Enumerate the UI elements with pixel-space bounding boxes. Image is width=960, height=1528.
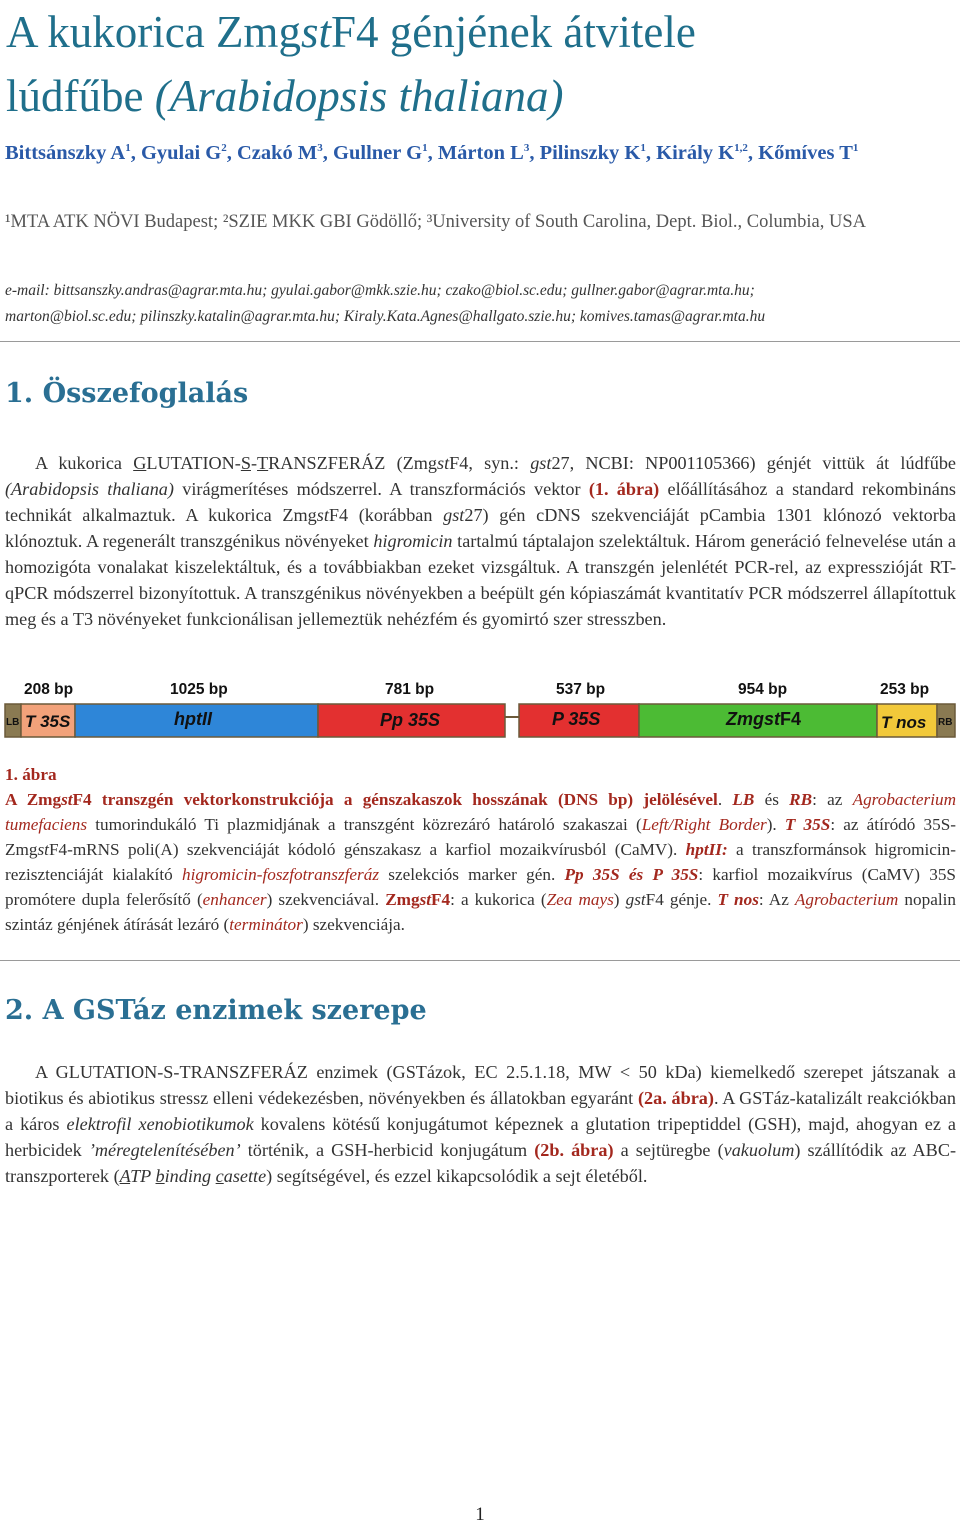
affiliation-marker: 2 [221, 142, 227, 155]
rb-label: RB [938, 717, 953, 728]
size-label-hptii: 1025 bp [170, 681, 228, 698]
hptii-label: hptII [174, 709, 212, 729]
affiliation-marker: 1 [852, 142, 859, 155]
size-label-p35s: 537 bp [556, 681, 606, 698]
tnos-label: T nos [881, 713, 927, 732]
figure-ref-2a[interactable]: (2a. ábra) [637, 1088, 714, 1108]
author-name: Kőmíves $T^1$ [758, 142, 859, 164]
author-name: Pilinszky $K^1$ [539, 142, 646, 164]
summary-paragraph: A kukorica GLUTATION-S-TRANSZFERÁZ (ZmgstF4, syn.: gst27, NCBI: NP001105366) génjét vittük át lúdfűbe (Arabidopsis thaliana) virágmerítéses módszerrel. A transzformációs vektor (1. ábra) előállításához a standard rekombináns technikát alkalmaztuk. A kukorica ZmgstF4 (korábban gst27) gén cDNS szekvenciáját pCambia 1301 klónozó vektorba klónoztuk. A regenerált transzgénikus növényeket higromicin tartalmú táptalajon szelektáltuk. Három generáció felnevelése után a homozigóta vonalakat kiszelektáltuk, és a továbbiakban ezeket vizsgáltuk. A transzgén jelenlétét PCR-rel, az expresszióját RT-qPCR módszerrel bizonyítottuk. A transzgénikus növényekben a beépült gén kópiaszámát kvantitatív PCR módszerrel állapítottuk meg és a T3 növényeket funkcionálisan jellemeztük nehézfém és gyomirtó szer stresszben. [5, 453, 956, 629]
size-label-pp35s: 781 bp [385, 681, 435, 698]
size-label-tnos: 253 bp [880, 681, 930, 698]
author-name: Márton $L^3$ [437, 142, 530, 164]
email-list [5, 278, 955, 330]
lb-label: LB [6, 717, 20, 728]
zmgstf4-label: ZmgstF4 [726, 709, 802, 729]
section-heading-summary: 1. Összefoglalás [5, 378, 249, 409]
author-name: Bittsánszky $A^1$ [5, 142, 131, 164]
figure-label: 1. ábra [5, 765, 57, 784]
p35s-label: P 35S [552, 709, 601, 729]
email-line-2: marton@biol.sc.edu; pilinszky.katalin@agrar.mta.hu; Kiraly.Kata.Agnes@hallgato.szie.hu; komives.tamas@agrar.mta.hu [5, 308, 766, 325]
paper-title: A kukorica ZmgstF4 génjének átvitele lúdfűbe (Arabidopsis thaliana) [6, 7, 696, 121]
size-label-t35s: 208 bp [24, 681, 74, 698]
affiliation-marker: 1,2 [734, 142, 748, 155]
page-number: 1 [475, 1504, 485, 1525]
vector-construct-figure [0, 676, 960, 748]
figure-caption: 1. ábra A ZmgstF4 transzgén vektorkonstrukciója a génszakaszok hosszának (DNS bp) jelölésével. LB és RB: az Agrobacterium tumefaciens tumorindukáló Ti plazmidjának a transzgént közrezáró határoló szakaszai (Left/Right Border). T 35S: az átíródó 35S-ZmgstF4-mRNS poli(A) szekvenciáját kódoló génszakasz a karfiol mozaikvírusból (CaMV). hptII: a transzformánsok higromicin-rezisztenciáját kialakító higromicin-foszfotranszferáz szelekciós marker gén. Pp 35S és P 35S: karfiol mozaikvírus (CaMV) 35S promótere dupla felerősítő (enhancer) szekvenciával. ZmgstF4: a kukorica (Zea mays) gstF4 génje. T nos: Az Agrobacterium nopalin szintáz génjének átírását lezáró (terminátor) szekvenciája. [5, 765, 957, 934]
affiliation-marker: 1 [422, 142, 428, 155]
author-name: Király K$^{1,2}$ [656, 142, 748, 164]
affiliation-marker: 1 [640, 142, 646, 155]
section-heading-gst-role: 2. A GSTáz enzimek szerepe [5, 995, 427, 1026]
email-line-1: e-mail: bittsanszky.andras@agrar.mta.hu; gyulai.gabor@mkk.szie.hu; czako@biol.sc.edu; gullner.gabor@agrar.mta.hu; [5, 282, 755, 299]
author-list: Bittsánszky $A^1$, Gyulai $G^2$, Czakó $M^3$, Gullner $G^1$, Márton $L^3$, Pilinszky $K^1$, Király K$^{1,2}$, Kőmíves $T^1$ [5, 142, 859, 164]
gst-role-paragraph: A GLUTATION-S-TRANSZFERÁZ enzimek (GSTázok, EC 2.5.1.18, MW < 50 kDa) kiemelkedő szerepet játszanak a biotikus és abiotikus stressz elleni védekezésben, növényekben és állatokban egyaránt (2a. ábra). A GSTáz-katalizált reakciókban a káros elektrofil xenobiotikumok kovalens kötésű konjugátumot képeznek a glutation tripeptiddel (GSH), majd, ahogyan ez a herbicidek ’méregtelenítésében’ történik, a GSH-herbicid konjugátum (2b. ábra) a sejtüregbe (vakuolum) szállítódik az ABC-transzporterek (ATP binding casette) segítségével, és ezzel kikapcsolódik a sejt életéből. [5, 1062, 957, 1186]
pp35s-label: Pp 35S [380, 710, 441, 730]
author-name: Gyulai $G^2$ [140, 142, 227, 164]
affiliation-marker: 3 [317, 142, 323, 155]
author-name: Gullner $G^1$ [333, 142, 428, 164]
divider [0, 960, 960, 961]
figure-ref-1[interactable]: (1. ábra) [588, 479, 660, 499]
t35s-label: T 35S [25, 712, 71, 731]
figure-ref-2b[interactable]: (2b. ábra) [534, 1140, 614, 1160]
affiliation-marker: 1 [125, 142, 131, 155]
affiliations: ¹MTA ATK NÖVI Budapest; ²SZIE MKK GBI Gödöllő; ³University of South Carolina, Dept. Biol., Columbia, USA [5, 212, 866, 232]
author-name: Czakó $M^3$ [237, 142, 323, 164]
affiliation-marker: 3 [523, 142, 530, 155]
divider [0, 341, 960, 342]
size-label-zmgstf4: 954 bp [738, 681, 788, 698]
